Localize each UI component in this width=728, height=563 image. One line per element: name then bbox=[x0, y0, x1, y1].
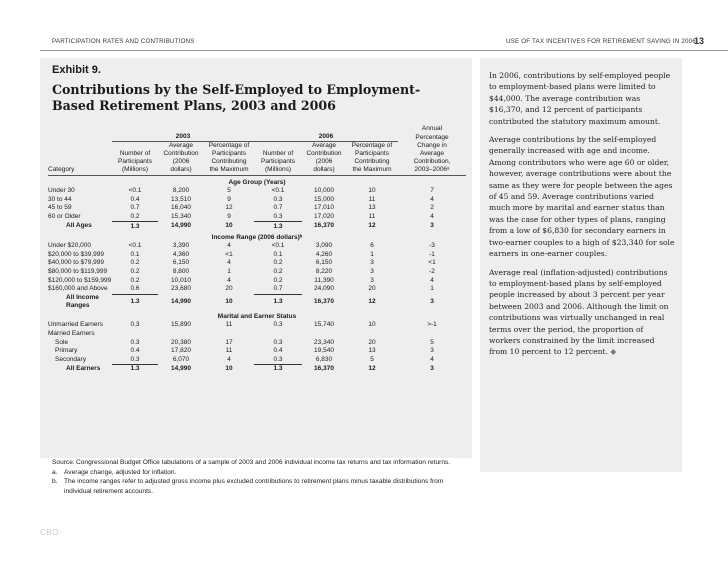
table-cell: 5 bbox=[370, 355, 374, 363]
header-row bbox=[48, 133, 466, 142]
column-header-line: the Maximum bbox=[346, 166, 398, 176]
table-cell: 4,260 bbox=[315, 250, 333, 258]
table-cell: 15,740 bbox=[314, 321, 334, 329]
table-cell: 11 bbox=[225, 321, 233, 329]
table-cell: 0.1 bbox=[130, 250, 140, 258]
table-cell: 0.2 bbox=[273, 259, 283, 267]
total-label: All Earners bbox=[66, 365, 101, 373]
total-cell: 3 bbox=[430, 222, 434, 230]
header-rule bbox=[40, 50, 728, 51]
header-blank bbox=[346, 125, 398, 133]
table-cell: 0.3 bbox=[254, 355, 302, 364]
header-blank bbox=[48, 158, 112, 166]
table-row bbox=[48, 338, 466, 347]
exhibit-label: Exhibit 9. bbox=[52, 64, 101, 76]
table-cell: 0.4 bbox=[273, 347, 283, 355]
column-header-line: Average bbox=[419, 150, 445, 157]
table-cell: 5 bbox=[227, 187, 231, 195]
row-label: Primary bbox=[55, 347, 78, 355]
table-cell: -3 bbox=[429, 242, 435, 250]
table-notes bbox=[52, 458, 472, 496]
total-cell: 10 bbox=[225, 222, 233, 230]
header-blank bbox=[204, 125, 254, 133]
sidebar-paragraph-3-text: Average real (inflation-adjusted) contributions to employment-based plans by self-employed people increased by about 3 percent per year between 2003 and 2006. Although the limit on contributions was virtually unchanged in real terms over the period, the proportion of workers constrained by the limit increased from 10 percent to 12 percent. bbox=[489, 267, 669, 357]
table-cell bbox=[302, 330, 346, 339]
table-cell: 10,000 bbox=[314, 187, 334, 195]
table-cell: <0.1 bbox=[128, 187, 142, 195]
table-row bbox=[48, 259, 466, 268]
table-cell: 17,010 bbox=[314, 204, 334, 212]
table-cell: 23,680 bbox=[171, 285, 191, 293]
header-row bbox=[48, 142, 466, 151]
row-label: 60 or Older bbox=[48, 213, 81, 221]
column-header-line: (2006 bbox=[172, 158, 190, 165]
column-header-line: Category bbox=[48, 166, 112, 176]
table-cell: 3 bbox=[430, 347, 434, 355]
table-cell: 15,000 bbox=[314, 195, 334, 203]
section-heading bbox=[48, 310, 466, 321]
table-cell: 0.2 bbox=[273, 276, 283, 284]
total-cell: 12 bbox=[368, 222, 376, 230]
total-cell: 10 bbox=[225, 365, 233, 373]
column-header-line: Change in bbox=[417, 142, 447, 149]
column-header-line: Participants bbox=[355, 150, 389, 157]
table-row bbox=[48, 196, 466, 205]
header-blank bbox=[48, 150, 112, 158]
header-blank bbox=[254, 142, 302, 151]
total-row bbox=[48, 222, 466, 231]
column-header-line: (Millions) bbox=[254, 166, 302, 176]
table-cell: 17,020 bbox=[314, 213, 334, 221]
table-row bbox=[48, 187, 466, 196]
table-cell: 8,220 bbox=[315, 268, 333, 276]
footnote-a bbox=[52, 468, 472, 478]
table-row bbox=[48, 285, 466, 294]
sidebar-paragraph-3 bbox=[489, 267, 675, 358]
table-row bbox=[48, 242, 466, 251]
table-cell: 4 bbox=[430, 213, 434, 221]
total-label: All Income Ranges bbox=[66, 294, 99, 310]
table-cell bbox=[254, 330, 302, 339]
total-cell: 14,990 bbox=[171, 222, 191, 230]
total-cell: 1.3 bbox=[273, 298, 283, 306]
total-cell: 14,990 bbox=[171, 365, 191, 373]
row-label: $120,000 to $159,999 bbox=[48, 276, 112, 284]
table-cell: 16,040 bbox=[171, 204, 191, 212]
total-cell: 1.3 bbox=[130, 222, 140, 230]
page-number: 13 bbox=[694, 36, 705, 46]
table-cell: 10,010 bbox=[171, 276, 191, 284]
header-row bbox=[48, 158, 466, 166]
table-cell: 8,800 bbox=[172, 268, 190, 276]
table-row bbox=[48, 204, 466, 213]
table-cell: 0.2 bbox=[130, 276, 140, 284]
table-cell: 8,200 bbox=[172, 187, 190, 195]
total-cell: 10 bbox=[225, 298, 233, 306]
total-row bbox=[48, 294, 466, 310]
total-cell: 3 bbox=[430, 365, 434, 373]
column-header-line: Percentage of bbox=[351, 142, 393, 149]
total-label: All Ages bbox=[66, 222, 92, 230]
running-header-left: PARTICIPATION RATES AND CONTRIBUTIONS bbox=[52, 38, 195, 45]
table-cell: 6,150 bbox=[172, 259, 190, 267]
column-header-line: Contribution bbox=[163, 150, 199, 157]
table-cell: 6,070 bbox=[172, 355, 190, 363]
table-cell: 10 bbox=[368, 187, 376, 195]
column-header-line: (2006 bbox=[315, 158, 333, 165]
column-header-line: Number of bbox=[119, 150, 151, 157]
table-cell: 0.4 bbox=[130, 195, 140, 203]
table-cell: 4 bbox=[227, 355, 231, 363]
table-cell: <0.1 bbox=[271, 242, 285, 250]
total-cell: 1.3 bbox=[273, 222, 283, 230]
table-cell: 10 bbox=[368, 321, 376, 329]
column-header-line: Participants bbox=[118, 158, 152, 165]
header-row bbox=[48, 125, 466, 133]
table-cell: 0.4 bbox=[130, 347, 140, 355]
column-header-line: Contribution, bbox=[413, 158, 451, 165]
section-heading bbox=[48, 231, 466, 242]
table-row bbox=[48, 268, 466, 277]
row-label: 30 to 44 bbox=[48, 195, 72, 203]
table-cell: 0.7 bbox=[254, 285, 302, 294]
table-cell: 4 bbox=[430, 276, 434, 284]
table-cell: 9 bbox=[227, 213, 231, 221]
section-heading bbox=[48, 176, 466, 188]
row-label: Married Earners bbox=[48, 329, 95, 337]
table-cell: 3,090 bbox=[315, 242, 333, 250]
row-label: $20,000 to $39,999 bbox=[48, 250, 105, 258]
sidebar-paragraph-2: Average contributions by the self-employed generally increased with age and income. Among contributors who were age 60 or older, however, average contributions were about the same as they were for people between the ages of 45 and 59. Average contributions varied much more by marital and earner status than was the case for other types of plans, ranging from a low of $6,830 for secondary earners in two-earner couples to a high of $23,340 for sole earners in one-earner couples. bbox=[489, 135, 675, 259]
table-cell bbox=[204, 330, 254, 339]
section-heading-label: Income Range (2006 dollars)ᵇ bbox=[211, 233, 303, 241]
column-header-line: Participants bbox=[261, 158, 295, 165]
table-cell: 3 bbox=[370, 268, 374, 276]
table-cell: <1 bbox=[428, 259, 436, 267]
table-cell: 4,360 bbox=[172, 250, 190, 258]
table-cell: 19,540 bbox=[314, 347, 334, 355]
table-cell: <0.1 bbox=[271, 187, 285, 195]
table-row bbox=[48, 355, 466, 364]
sidebar-text bbox=[489, 70, 675, 365]
row-label: $160,000 and Above bbox=[48, 285, 108, 293]
table-cell: 5 bbox=[430, 338, 434, 346]
table-cell: 0.3 bbox=[130, 338, 140, 346]
table-cell: 0.3 bbox=[130, 321, 140, 329]
table-cell: 20 bbox=[225, 285, 233, 293]
table-cell: 1 bbox=[227, 268, 231, 276]
cbo-watermark: CBO bbox=[40, 528, 59, 537]
table-cell bbox=[398, 330, 466, 339]
table-cell: 0.3 bbox=[112, 355, 158, 364]
end-diamond-icon: ◆ bbox=[610, 347, 617, 357]
column-header-line: Percentage of bbox=[208, 142, 250, 149]
table-cell: 0.2 bbox=[130, 259, 140, 267]
row-label: $40,000 to $79,999 bbox=[48, 259, 105, 267]
table-cell: 12 bbox=[225, 204, 233, 212]
table-cell: 11 bbox=[368, 195, 376, 203]
table-cell: 4 bbox=[430, 355, 434, 363]
table-cell: 0.2 bbox=[273, 268, 283, 276]
table-cell: 9 bbox=[227, 195, 231, 203]
table-cell: 20 bbox=[368, 338, 376, 346]
table-cell: 13,510 bbox=[171, 195, 191, 203]
table-cell: 0.3 bbox=[254, 213, 302, 222]
table-cell: 2 bbox=[430, 204, 434, 212]
table-cell: 13 bbox=[368, 204, 376, 212]
year-2003-header: 2003 bbox=[112, 133, 254, 142]
table-cell: 6,150 bbox=[315, 259, 333, 267]
table-cell: 0.1 bbox=[273, 250, 283, 258]
footnote-b-text: The income ranges refer to adjusted gross income plus excluded contributions to retirement plans minus taxable distributions from individual retirement accounts. bbox=[64, 478, 444, 495]
table-cell: <1 bbox=[225, 250, 233, 258]
table-cell: 4 bbox=[227, 276, 231, 284]
total-cell: 1.3 bbox=[130, 298, 140, 306]
table-cell: 0.3 bbox=[273, 321, 283, 329]
header-blank bbox=[48, 125, 112, 133]
source-text: Congressional Budget Office tabulations of a sample of 2003 and 2006 individual income tax returns and tax information returns. bbox=[76, 459, 451, 466]
section-heading-label: Marital and Earner Status bbox=[217, 313, 297, 321]
total-cell: 3 bbox=[430, 298, 434, 306]
total-cell: 1.3 bbox=[130, 365, 140, 373]
header-blank bbox=[158, 125, 204, 133]
total-cell: 16,370 bbox=[314, 298, 334, 306]
column-header-line: Average bbox=[311, 142, 337, 149]
table-cell: 3 bbox=[370, 259, 374, 267]
table-cell: 17,820 bbox=[171, 347, 191, 355]
table-cell: 0.7 bbox=[130, 204, 140, 212]
column-header-line: dollars) bbox=[302, 166, 346, 176]
table-cell: 15,890 bbox=[171, 321, 191, 329]
table-cell: -1 bbox=[429, 250, 435, 258]
row-label: 45 to 59 bbox=[48, 204, 72, 212]
source-note bbox=[52, 458, 472, 468]
column-header-line: Contribution bbox=[306, 150, 342, 157]
table-cell: 24,090 bbox=[314, 285, 334, 293]
header-blank bbox=[112, 125, 158, 133]
running-header-right: USE OF TAX INCENTIVES FOR RETIREMENT SAVING IN 2006 bbox=[506, 38, 696, 45]
total-cell: 14,990 bbox=[171, 298, 191, 306]
table-cell: 4 bbox=[227, 259, 231, 267]
row-label: Unmarried Earners bbox=[48, 321, 103, 329]
column-header-line: the Maximum bbox=[204, 166, 254, 176]
row-label: $80,000 to $119,999 bbox=[48, 268, 108, 276]
annual-header-line: Percentage bbox=[415, 133, 449, 141]
annual-header-line: Annual bbox=[421, 125, 443, 132]
header-row bbox=[48, 150, 466, 158]
table-cell: 0.6 bbox=[112, 285, 158, 294]
total-cell: 1.3 bbox=[273, 365, 283, 373]
table-cell: 11,390 bbox=[314, 276, 334, 284]
table-row bbox=[48, 321, 466, 330]
column-header-line: Number of bbox=[262, 150, 294, 157]
table-cell bbox=[112, 330, 158, 339]
table-cell: 11 bbox=[368, 213, 376, 221]
table-cell: 7 bbox=[430, 187, 434, 195]
footnote-a-text: Average change, adjusted for inflation. bbox=[64, 468, 177, 476]
table-row bbox=[48, 251, 466, 260]
table-row bbox=[48, 213, 466, 222]
table-cell: 1 bbox=[370, 250, 374, 258]
total-cell: 16,370 bbox=[314, 222, 334, 230]
table-cell: -2 bbox=[429, 268, 435, 276]
table-cell: 0.3 bbox=[273, 195, 283, 203]
column-header-line: (Millions) bbox=[112, 166, 158, 176]
table-cell: 3,390 bbox=[172, 242, 190, 250]
footnote-a-label: a. bbox=[52, 468, 58, 476]
table-cell: 20 bbox=[368, 285, 376, 293]
header-blank bbox=[254, 125, 302, 133]
table-cell bbox=[158, 330, 204, 339]
table-cell: 0.2 bbox=[130, 268, 140, 276]
contributions-table bbox=[48, 125, 466, 374]
header-row bbox=[48, 166, 466, 176]
table-cell: 6 bbox=[370, 242, 374, 250]
header-blank bbox=[112, 142, 158, 151]
row-label: Sole bbox=[55, 338, 69, 346]
table-row bbox=[48, 276, 466, 285]
total-cell: 12 bbox=[368, 365, 376, 373]
source-label: Source: bbox=[52, 459, 75, 466]
table-row bbox=[48, 330, 466, 339]
table-cell: 3 bbox=[370, 276, 374, 284]
header-blank bbox=[302, 125, 346, 133]
section-heading-label: Age Group (Years) bbox=[228, 179, 286, 186]
table-cell: 4 bbox=[227, 242, 231, 250]
table-cell: 11 bbox=[225, 347, 233, 355]
table-cell: 4 bbox=[430, 195, 434, 203]
total-cell: 12 bbox=[368, 298, 376, 306]
header-blank bbox=[48, 142, 112, 151]
table-cell: 23,340 bbox=[314, 338, 334, 346]
year-2006-header: 2006 bbox=[254, 133, 398, 142]
column-header-line: 2003–2006ᵃ bbox=[398, 166, 466, 176]
table-cell: 0.7 bbox=[273, 204, 283, 212]
row-label: Secondary bbox=[55, 355, 87, 363]
table-cell: 0.3 bbox=[273, 338, 283, 346]
table-cell bbox=[346, 330, 398, 339]
row-label: Under $20,000 bbox=[48, 242, 92, 250]
table-cell: 0.2 bbox=[112, 213, 158, 222]
column-header-line: Contributing bbox=[354, 158, 390, 165]
footnote-b bbox=[52, 477, 472, 496]
total-row bbox=[48, 365, 466, 374]
table-cell: 20,380 bbox=[171, 338, 191, 346]
table-cell: 6,830 bbox=[315, 355, 333, 363]
column-header-line: Average bbox=[168, 142, 194, 149]
column-header-line: dollars) bbox=[158, 166, 204, 176]
column-header-line: Participants bbox=[212, 150, 246, 157]
table-cell: <0.1 bbox=[128, 242, 142, 250]
table-cell: 13 bbox=[368, 347, 376, 355]
sidebar-paragraph-1: In 2006, contributions by self-employed people to employment-based plans were limited to $44,000. The average contribution was $16,370, and 12 percent of participants contributed the statutory maximum amount. bbox=[489, 71, 671, 126]
column-header-line: Contributing bbox=[211, 158, 247, 165]
table-row bbox=[48, 347, 466, 356]
table-cell: 15,340 bbox=[171, 213, 191, 221]
row-label: Under 30 bbox=[48, 187, 75, 195]
table-cell: 17 bbox=[225, 338, 233, 346]
table-cell: >-1 bbox=[427, 321, 437, 329]
header-blank bbox=[48, 133, 112, 142]
footnote-b-label: b. bbox=[52, 478, 58, 486]
total-cell: 16,370 bbox=[314, 365, 334, 373]
table-cell: 1 bbox=[430, 285, 434, 293]
exhibit-title: Contributions by the Self-Employed to Employment-Based Retirement Plans, 2003 and 2006 bbox=[52, 82, 421, 113]
